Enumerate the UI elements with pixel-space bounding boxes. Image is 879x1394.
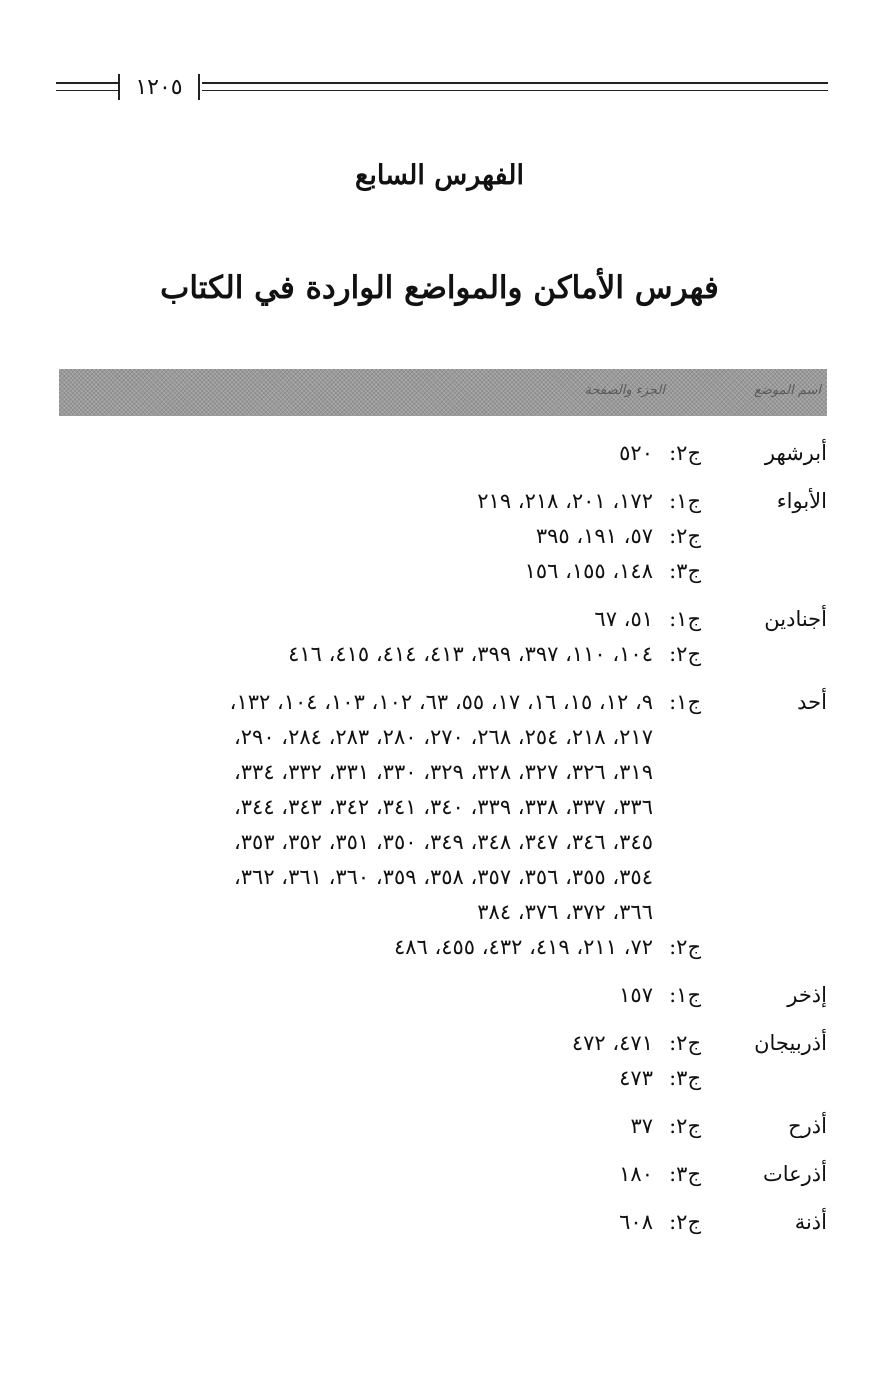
page-numbers-line: ٣٧ (630, 1114, 653, 1138)
header-bar-right (198, 74, 200, 100)
page-numbers (59, 1061, 653, 1096)
entry-references (59, 436, 701, 471)
volume-reference (59, 519, 701, 554)
volume-reference (59, 685, 701, 930)
column-header-volume-page: الجزء والصفحة (584, 383, 665, 398)
page-numbers-line: ٥٢٠ (619, 441, 653, 465)
page-numbers (59, 637, 653, 672)
page-numbers-line: ٣٦٦، ٣٧٢، ٣٧٦، ٣٨٤ (477, 900, 653, 924)
entry-place-name: أذرح (788, 1114, 827, 1138)
volume-label: ج٢: (669, 524, 701, 548)
header-rule-right (202, 82, 828, 91)
index-entry (59, 1157, 829, 1192)
header-bar-left (118, 74, 120, 100)
index-title: الفهرس السابع (354, 160, 524, 191)
entry-references (59, 1205, 701, 1240)
header-rule-left (56, 82, 118, 91)
volume-label: ج٢: (669, 1210, 701, 1234)
page-numbers-line: ٩، ١٢، ١٥، ١٦، ١٧، ٥٥، ٦٣، ١٠٢، ١٠٣، ١٠٤، ١٣٢، (229, 690, 653, 714)
volume-label: ج٢: (669, 1114, 701, 1138)
entry-place-name: أذنة (794, 1210, 827, 1234)
volume-reference (59, 484, 701, 519)
page-numbers-line: ١٥٧ (619, 983, 653, 1007)
index-entry (59, 1205, 829, 1240)
page-numbers-line: ٦٠٨ (619, 1210, 653, 1234)
column-header-band (59, 369, 827, 416)
page-numbers-line: ٣١٩، ٣٢٦، ٣٢٧، ٣٢٨، ٣٢٩، ٣٣٠، ٣٣١، ٣٣٢، ٣٣٤، (234, 760, 653, 784)
page-numbers (59, 519, 653, 554)
volume-reference (59, 1205, 701, 1240)
page-numbers (59, 1157, 653, 1192)
index-subtitle: فهرس الأماكن والمواضع الواردة في الكتاب (160, 270, 719, 306)
page-number: ١٢٠٥ (135, 75, 183, 100)
entry-references (59, 685, 701, 965)
page-numbers (59, 685, 653, 930)
entry-place-name: أحد (797, 690, 827, 714)
entry-references (59, 602, 701, 672)
page-numbers (59, 930, 653, 965)
entry-references (59, 1109, 701, 1144)
volume-reference (59, 1157, 701, 1192)
page-numbers (59, 1109, 653, 1144)
page-numbers (59, 554, 653, 589)
volume-label: ج٢: (669, 441, 701, 465)
volume-label: ج١: (669, 983, 701, 1007)
page-numbers-line: ٥١، ٦٧ (594, 607, 653, 631)
volume-label: ج٢: (669, 935, 701, 959)
volume-reference (59, 978, 701, 1013)
page-numbers-line: ٢١٧، ٢١٨، ٢٥٤، ٢٦٨، ٢٧٠، ٢٨٠، ٢٨٣، ٢٨٤، ٢٩٠، (234, 725, 653, 749)
page-numbers (59, 602, 653, 637)
column-header-place: اسم الموضع (753, 383, 821, 398)
volume-reference (59, 1061, 701, 1096)
volume-reference (59, 637, 701, 672)
entry-place-name: أذربيجان (754, 1031, 827, 1055)
page-numbers-line: ٤٧١، ٤٧٢ (571, 1031, 653, 1055)
volume-label: ج١: (669, 690, 701, 714)
page-numbers (59, 484, 653, 519)
volume-label: ج٢: (669, 1031, 701, 1055)
index-entries (59, 436, 829, 1253)
entry-references (59, 484, 701, 589)
page-numbers-line: ١٤٨، ١٥٥، ١٥٦ (524, 559, 653, 583)
entry-place-name: أجنادين (764, 607, 827, 631)
volume-reference (59, 1026, 701, 1061)
entry-references (59, 978, 701, 1013)
volume-reference (59, 930, 701, 965)
page-numbers-line: ١٠٤، ١١٠، ٣٩٧، ٣٩٩، ٤١٣، ٤١٤، ٤١٥، ٤١٦ (288, 642, 653, 666)
page-numbers-line: ١٨٠ (619, 1162, 653, 1186)
index-entry (59, 685, 829, 965)
volume-label: ج١: (669, 607, 701, 631)
entry-place-name: أذرعات (762, 1162, 827, 1186)
volume-label: ج٣: (669, 1162, 701, 1186)
volume-label: ج٣: (669, 1066, 701, 1090)
page-numbers-line: ٤٧٣ (619, 1066, 653, 1090)
entry-place-name: إذخر (787, 983, 827, 1007)
volume-label: ج٣: (669, 559, 701, 583)
page-numbers-line: ٣٥٤، ٣٥٥، ٣٥٦، ٣٥٧، ٣٥٨، ٣٥٩، ٣٦٠، ٣٦١، ٣٦٢، (234, 865, 653, 889)
index-entry (59, 436, 829, 471)
page-numbers-line: ٥٧، ١٩١، ٣٩٥ (535, 524, 653, 548)
page-numbers (59, 436, 653, 471)
volume-reference (59, 554, 701, 589)
index-entry (59, 1026, 829, 1096)
entry-place-name: أبرشهر (764, 441, 827, 465)
page-numbers (59, 1026, 653, 1061)
page-numbers (59, 978, 653, 1013)
index-entry (59, 1109, 829, 1144)
page-numbers-line: ١٧٢، ٢٠١، ٢١٨، ٢١٩ (477, 489, 653, 513)
entry-references (59, 1026, 701, 1096)
page-numbers (59, 1205, 653, 1240)
page-header (56, 74, 828, 104)
volume-reference (59, 1109, 701, 1144)
entry-references (59, 1157, 701, 1192)
page-numbers-line: ٣٣٦، ٣٣٧، ٣٣٨، ٣٣٩، ٣٤٠، ٣٤١، ٣٤٢، ٣٤٣، ٣٤٤، (234, 795, 653, 819)
index-entry (59, 484, 829, 589)
index-entry (59, 602, 829, 672)
volume-label: ج٢: (669, 642, 701, 666)
page-numbers-line: ٣٤٥، ٣٤٦، ٣٤٧، ٣٤٨، ٣٤٩، ٣٥٠، ٣٥١، ٣٥٢، ٣٥٣، (234, 830, 653, 854)
page-numbers-line: ٧٢، ٢١١، ٤١٩، ٤٣٢، ٤٥٥، ٤٨٦ (393, 935, 653, 959)
volume-reference (59, 602, 701, 637)
index-entry (59, 978, 829, 1013)
volume-reference (59, 436, 701, 471)
entry-place-name: الأبواء (776, 489, 827, 513)
volume-label: ج١: (669, 489, 701, 513)
